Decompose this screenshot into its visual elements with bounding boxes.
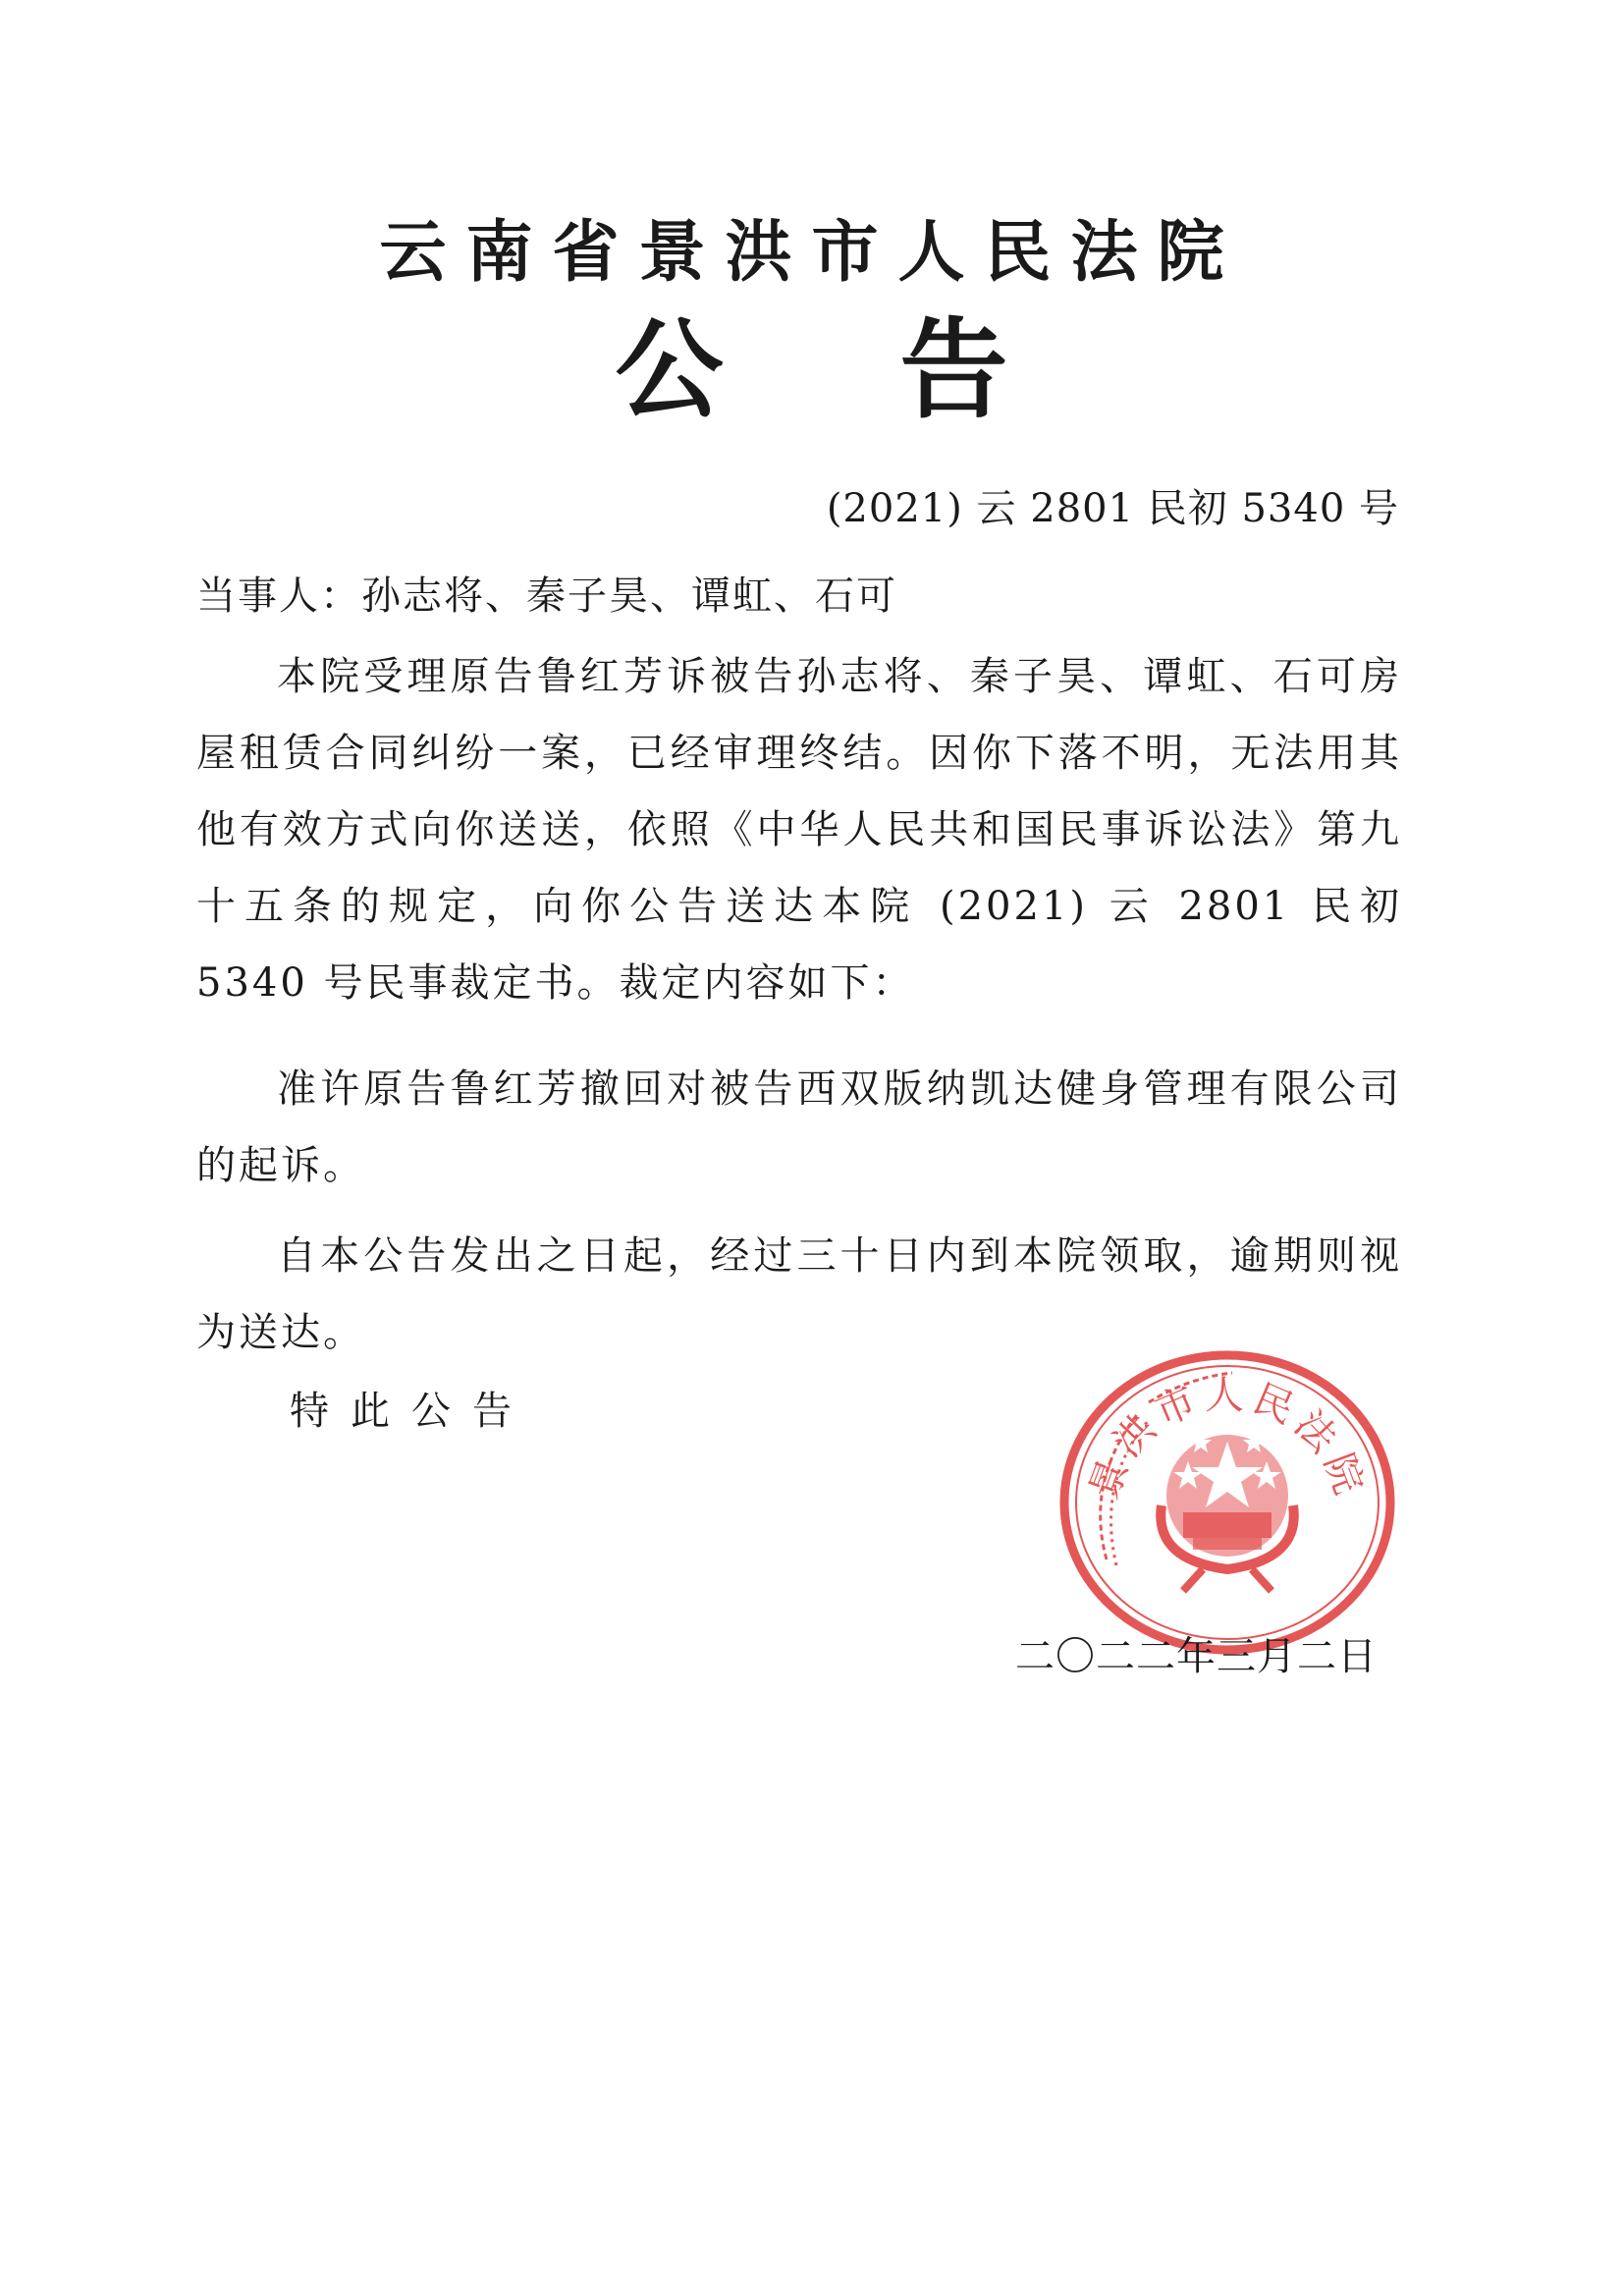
national-emblem-icon (1161, 1432, 1294, 1591)
court-name: 云南省景洪市人民法院 (379, 213, 1244, 292)
body-paragraph-1: 本院受理原告鲁红芳诉被告孙志将、秦子昊、谭虹、石可房屋租赁合同纠纷一案，已经审理终结。因你下落不明，无法用其他有效方式向你送送，依照《中华人民共和国民事诉讼法》第九十五条的规定，向你公告送达本院 (2021) 云 2801 民初 5340 号民事裁定书。裁定内容如下： (196, 654, 1402, 1006)
parties-line: 当事人：孙志将、秦子昊、谭虹、石可 (196, 574, 897, 619)
seal-arc-text: 景洪市人民法院 (1081, 1373, 1374, 1506)
document-title: 公告 (615, 306, 1185, 433)
closing-phrase: 特此公告 (290, 1389, 533, 1434)
issue-date: 二〇二二年三月二日 (1015, 1634, 1378, 1679)
body-paragraph-3: 自本公告发出之日起，经过三十日内到本院领取，逾期则视为送达。 (196, 1233, 1402, 1355)
case-number: (2021) 云 2801 民初 5340 号 (826, 486, 1399, 531)
body-paragraph-2: 准许原告鲁红芳撤回对被告西双版纳凯达健身管理有限公司的起诉。 (196, 1066, 1402, 1188)
court-seal-stamp (1046, 1334, 1409, 1667)
